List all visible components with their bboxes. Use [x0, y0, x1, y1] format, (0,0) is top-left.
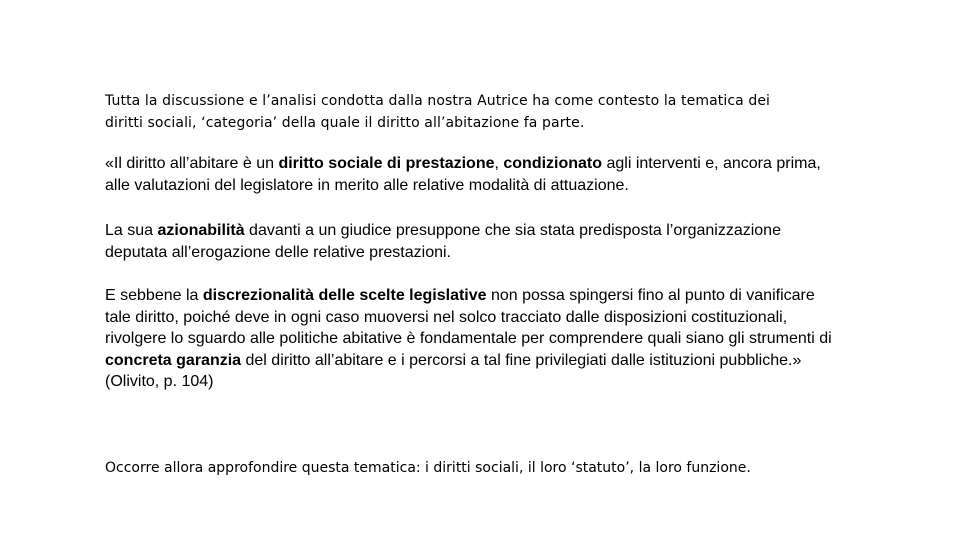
quote1-text-2: , — [494, 155, 504, 172]
quote-paragraph-1 — [105, 153, 845, 196]
quote2-text-1: La sua — [105, 222, 158, 239]
quote3-bold-1: discrezionalità delle scelte legislative — [202, 287, 487, 304]
quote-paragraph-2 — [105, 220, 845, 263]
outro-paragraph: Occorre allora approfondire questa tematica: i diritti sociali, il loro ‘statuto’, la loro funzione. — [105, 460, 751, 476]
quote1-bold-1: diritto sociale di prestazione — [278, 155, 495, 172]
quote3-text-1: E sebbene la — [105, 287, 203, 304]
quote3-bold-2: concreta garanzia — [105, 351, 242, 369]
quote1-bold-2: condizionato — [503, 155, 603, 172]
quote2-text-2: davanti a un giudice presuppone che sia stata predisposta l’organizzazione deputata all’erogazione delle relative prestazioni. — [105, 222, 781, 261]
quote3-text-2: non possa spingersi fino al punto di vanificare tale diritto, poiché deve in ogni caso muoversi nel solco tracciato dalle disposizioni costituzionali, rivolgere lo sguardo alle politiche abitative è fondamentale per comprendere quali siano gli strumenti di — [105, 287, 832, 347]
quote2-bold-1: azionabilità — [157, 222, 245, 239]
quote3-text-3: del diritto all’abitare e i percorsi a tal fine privilegiati dalle istituzioni pubbliche.» (Olivito, p. 104) — [105, 351, 802, 390]
quote1-text-1: «Il diritto all’abitare è un — [105, 155, 279, 172]
quote1-text-3: agli interventi e, ancora prima, alle valutazioni del legislatore in merito alle relative modalità di attuazione. — [105, 155, 821, 194]
quote-paragraph-3 — [105, 285, 840, 393]
intro-line-1: Tutta la discussione e l’analisi condotta dalla nostra Autrice ha come contesto la tematica dei — [105, 93, 771, 109]
intro-line-2: diritti sociali, ‘categoria’ della quale il diritto all’abitazione fa parte. — [105, 115, 585, 131]
intro-paragraph — [105, 90, 865, 134]
